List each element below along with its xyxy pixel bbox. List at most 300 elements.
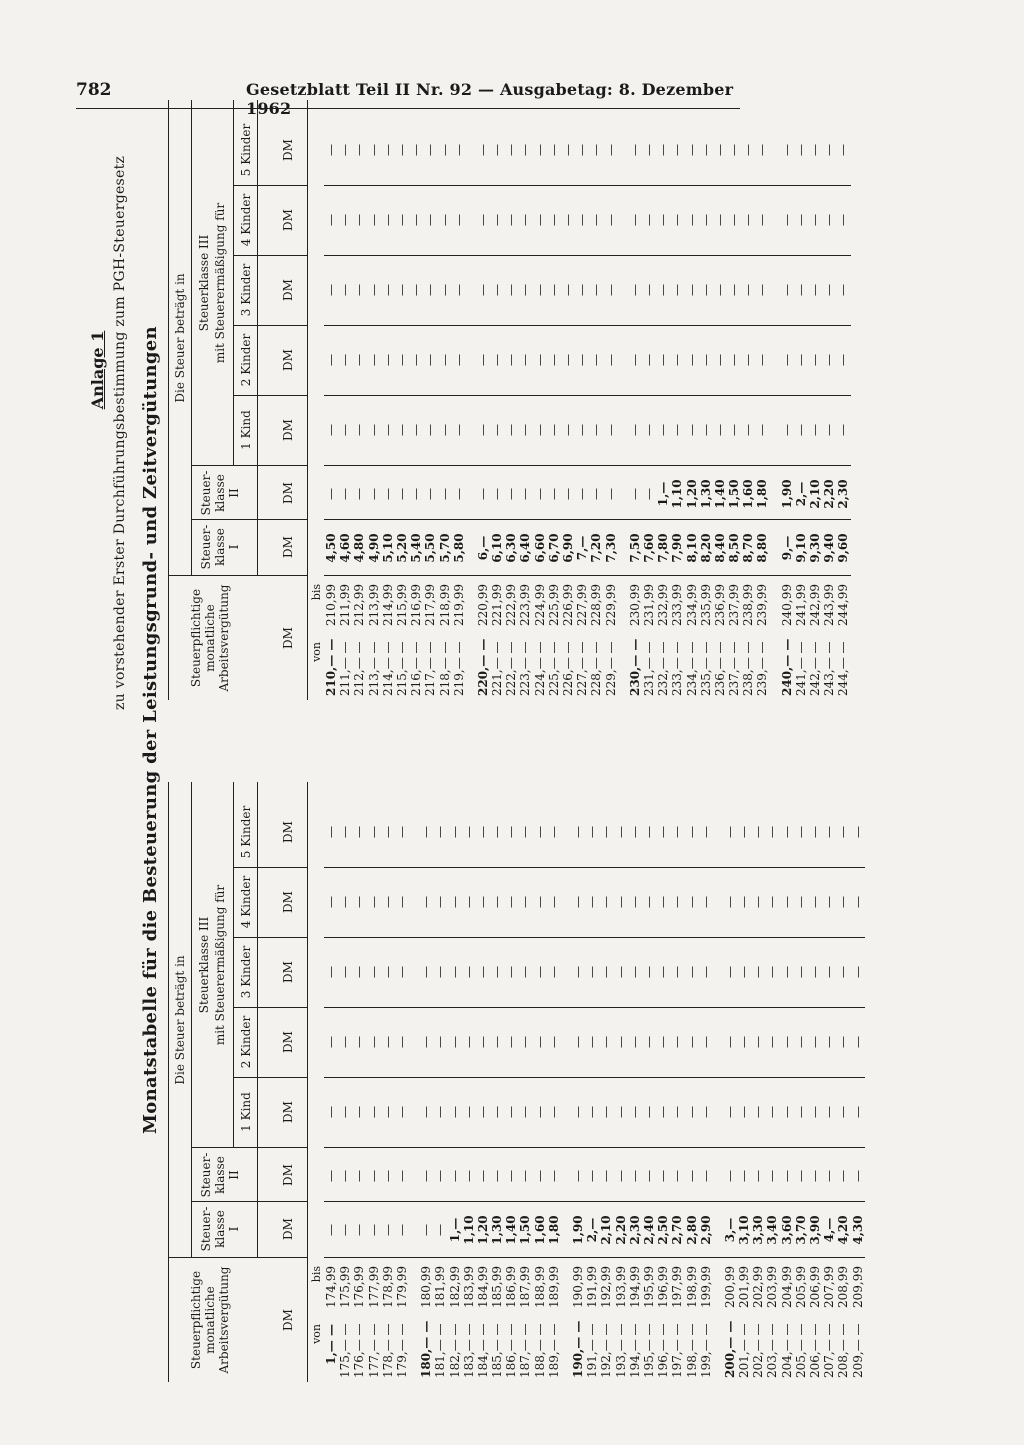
class3-children-3-tax: — [437, 284, 452, 296]
class2-tax: 2,20 [822, 479, 837, 509]
income-to: 235,99 [698, 584, 713, 626]
class3-children-2-tax: — [836, 354, 851, 366]
class2-tax: — [603, 488, 618, 500]
class3-children-3-tax: — [324, 966, 338, 978]
table-row [504, 782, 518, 1382]
income-from: 240,— — [779, 638, 794, 696]
class3-children-4-tax: — [585, 896, 600, 908]
income-from: 237,— — [727, 641, 742, 696]
bis-label: bis [310, 1266, 323, 1283]
class1-tax: 8,40 [712, 533, 727, 563]
class2-tax: — [518, 1170, 533, 1182]
class3-children-1-tax: — [822, 1106, 837, 1118]
class3-children-4-tax: — [532, 896, 547, 908]
class3-children-5-tax: — [779, 826, 794, 838]
income-to: 238,99 [741, 584, 756, 626]
class3-children-1-tax: — [394, 1106, 409, 1118]
class3-children-1-tax: — [575, 424, 590, 436]
header-rule [233, 1007, 307, 1008]
class1-tax: 6,60 [532, 533, 547, 563]
main-title: Monatstabelle für die Besteuerung der Leistungsgrund- und Zeitvergütungen [140, 326, 161, 1134]
income-from: 193,— — [613, 1323, 628, 1378]
class2-header-a: Steuer- [199, 470, 213, 516]
class2-tax: — [366, 488, 381, 500]
income-from: 227,— — [575, 641, 590, 696]
income-from: 206,— — [808, 1323, 822, 1378]
class2-tax: — [394, 1170, 409, 1182]
class3-children-4-tax: — [394, 896, 409, 908]
class2-tax: — [380, 488, 395, 500]
class3-children-5-tax: — [656, 144, 671, 156]
class2-tax: — [779, 1170, 794, 1182]
class3-children-3-tax: — [338, 284, 353, 296]
income-to: 200,99 [722, 1266, 737, 1308]
class3-children-2-tax: — [366, 1036, 381, 1048]
class3-children-4-tax: — [641, 214, 656, 226]
class2-tax: — [461, 1170, 476, 1182]
class3-children-3-tax: — [490, 966, 505, 978]
income-from: 177,— — [366, 1323, 381, 1378]
class3-children-3-tax: — [366, 284, 381, 296]
class3-children-5-tax: — [641, 144, 656, 156]
class3-children-4-tax: — [755, 214, 770, 226]
class3-children-1-tax: — [490, 1106, 505, 1118]
table-row [604, 100, 618, 700]
class3-children-5-tax: — [504, 826, 519, 838]
class1-tax: 2,80 [684, 1215, 699, 1245]
class3-children-5-tax: — [490, 826, 505, 838]
income-to: 174,99 [324, 1266, 338, 1308]
class3-children-1-tax: — [627, 424, 642, 436]
class3-children-4-tax: — [850, 896, 865, 908]
class3-children-5-tax: — [585, 826, 600, 838]
class3-children-3-tax: — [423, 284, 438, 296]
class3-children-3-tax: — [394, 284, 409, 296]
class1-tax: 3,30 [751, 1215, 766, 1245]
income-to: 243,99 [822, 584, 837, 626]
class3-children-4-tax: — [475, 896, 490, 908]
income-to: 225,99 [546, 584, 561, 626]
class1-tax: 5,20 [394, 533, 409, 563]
children-header-4: 4 Kinder [239, 875, 253, 929]
class3-children-5-tax: — [727, 144, 742, 156]
class3-children-4-tax: — [599, 896, 614, 908]
row-gap [713, 782, 723, 1382]
class2-tax: — [433, 1170, 448, 1182]
class3-children-3-tax: — [627, 966, 642, 978]
class3-children-1-tax: — [698, 1106, 713, 1118]
income-to: 197,99 [670, 1266, 685, 1308]
class3-children-2-tax: — [822, 1036, 837, 1048]
class3-children-5-tax: — [451, 144, 466, 156]
class1-tax: 2,30 [627, 1215, 642, 1245]
class3-children-4-tax: — [575, 214, 590, 226]
class3-children-4-tax: — [490, 896, 505, 908]
class2-tax: — [722, 1170, 737, 1182]
class2-tax: — [504, 488, 519, 500]
income-from: 220,— — [475, 638, 490, 696]
income-from: 202,— — [751, 1323, 766, 1378]
class1-tax: 5,40 [409, 533, 424, 563]
class3-children-4-tax: — [461, 896, 476, 908]
table-row [504, 100, 518, 700]
class1-tax: — [380, 1224, 395, 1236]
table-row [448, 782, 462, 1382]
income-from: 210,— — [324, 638, 338, 696]
income-to: 242,99 [808, 584, 822, 626]
class3-children-3-tax: — [613, 966, 628, 978]
class3-children-5-tax: — [475, 826, 490, 838]
class2-tax: — [684, 1170, 699, 1182]
class3-children-4-tax: — [419, 896, 434, 908]
income-from: 182,— — [447, 1323, 462, 1378]
income-from: 180,— — [419, 1320, 434, 1378]
income-to: 182,99 [447, 1266, 462, 1308]
class1-tax: — [352, 1224, 367, 1236]
class3-children-2-tax: — [409, 354, 424, 366]
class3-children-1-tax: — [627, 1106, 642, 1118]
class1-tax: 3,70 [793, 1215, 808, 1245]
class3-children-1-tax: — [808, 424, 822, 436]
class2-tax: — [751, 1170, 766, 1182]
class2-tax: — [656, 1170, 671, 1182]
table-row [656, 782, 670, 1382]
income-to: 222,99 [504, 584, 519, 626]
class3-children-3-tax: — [836, 284, 851, 296]
income-from: 225,— — [546, 641, 561, 696]
class3-children-1-tax: — [338, 424, 353, 436]
row-gap [770, 100, 780, 700]
class3-children-1-tax: — [475, 424, 490, 436]
bis-label: bis [310, 584, 323, 601]
class3-children-2-tax: — [338, 354, 353, 366]
class3-children-4-tax: — [546, 896, 561, 908]
class2-tax: 1,10 [670, 479, 685, 509]
class3-children-2-tax: — [546, 354, 561, 366]
class3-children-2-tax: — [352, 1036, 367, 1048]
class3-children-2-tax: — [765, 1036, 780, 1048]
class3-children-4-tax: — [518, 896, 533, 908]
class3-children-3-tax: — [324, 284, 338, 296]
class3-children-5-tax: — [670, 826, 685, 838]
class3-children-5-tax: — [571, 826, 585, 838]
income-to: 219,99 [451, 584, 466, 626]
class3-children-4-tax: — [490, 214, 505, 226]
table-row [352, 100, 366, 700]
class3-children-4-tax: — [447, 896, 462, 908]
class1-tax: 3,90 [808, 1215, 822, 1245]
table-body [324, 782, 865, 1382]
class3-children-4-tax: — [808, 214, 822, 226]
income-from: 222,— — [504, 641, 519, 696]
income-to: 194,99 [627, 1266, 642, 1308]
class2-tax: — [352, 488, 367, 500]
header-rule [233, 325, 307, 326]
class3-children-2-tax: — [722, 1036, 737, 1048]
income-from: 204,— — [779, 1323, 794, 1378]
class3-children-3-tax: — [571, 966, 585, 978]
table-row [585, 782, 599, 1382]
class3-children-1-tax: — [585, 1106, 600, 1118]
income-from: 223,— — [518, 641, 533, 696]
class3-children-3-tax: — [504, 284, 519, 296]
reduction-header: mit Steuerermäßigung für [213, 884, 227, 1046]
class1-tax: 1,30 [490, 1215, 505, 1245]
income-to: 229,99 [603, 584, 618, 626]
class3-children-4-tax: — [712, 214, 727, 226]
class3-header: Steuerklasse III [197, 234, 211, 332]
class2-tax: — [737, 1170, 752, 1182]
class3-children-2-tax: — [779, 354, 794, 366]
class2-tax: 2,10 [808, 479, 822, 509]
income-from: 208,— — [836, 1323, 851, 1378]
income-to: 181,99 [433, 1266, 448, 1308]
class3-children-1-tax: — [613, 1106, 628, 1118]
dm-label: DM [281, 961, 295, 983]
class3-children-1-tax: — [779, 424, 794, 436]
class3-children-3-tax: — [589, 284, 604, 296]
class2-tax: — [575, 488, 590, 500]
class3-children-1-tax: — [684, 1106, 699, 1118]
class1-tax: 4,— [822, 1217, 837, 1243]
class1-tax: 1,90 [571, 1215, 585, 1245]
class1-tax: 9,30 [808, 533, 822, 563]
class3-children-3-tax: — [755, 284, 770, 296]
income-to: 230,99 [627, 584, 642, 626]
class3-children-1-tax: — [475, 1106, 490, 1118]
table-row [808, 782, 822, 1382]
class3-children-3-tax: — [684, 284, 699, 296]
class3-children-2-tax: — [504, 354, 519, 366]
class3-children-4-tax: — [822, 214, 837, 226]
class3-children-5-tax: — [532, 144, 547, 156]
class1-header-c: I [227, 544, 241, 550]
class3-children-5-tax: — [338, 144, 353, 156]
class2-tax: — [561, 488, 575, 500]
income-to: 205,99 [793, 1266, 808, 1308]
class3-children-5-tax: — [822, 826, 837, 838]
dm-label: DM [281, 349, 295, 371]
class2-tax: — [437, 488, 452, 500]
income-to: 186,99 [504, 1266, 519, 1308]
table-row [324, 782, 338, 1382]
class3-children-5-tax: — [836, 144, 851, 156]
class2-tax: — [546, 488, 561, 500]
class2-tax: — [589, 488, 604, 500]
dm-label: DM [281, 209, 295, 231]
class2-tax: — [599, 1170, 614, 1182]
class1-tax: 1,80 [546, 1215, 561, 1245]
class2-tax: — [698, 1170, 713, 1182]
class2-tax: — [380, 1170, 395, 1182]
income-to: 209,99 [850, 1266, 865, 1308]
class1-tax: 2,70 [670, 1215, 685, 1245]
class3-children-5-tax: — [433, 826, 448, 838]
class1-tax: 5,80 [451, 533, 466, 563]
class3-children-4-tax: — [532, 214, 547, 226]
class3-children-4-tax: — [836, 214, 851, 226]
class3-children-3-tax: — [409, 284, 424, 296]
class2-tax: 1,— [656, 481, 671, 507]
von-label: von [310, 1324, 323, 1344]
class3-children-2-tax: — [380, 354, 395, 366]
income-to: 208,99 [836, 1266, 851, 1308]
class3-children-2-tax: — [613, 1036, 628, 1048]
class1-tax: 1,10 [461, 1215, 476, 1245]
class3-children-3-tax: — [585, 966, 600, 978]
class3-children-1-tax: — [451, 424, 466, 436]
class3-children-1-tax: — [670, 1106, 685, 1118]
income-from: 196,— — [656, 1323, 671, 1378]
table-row [409, 100, 423, 700]
class2-tax: 2,30 [836, 479, 851, 509]
class3-children-2-tax: — [779, 1036, 794, 1048]
class3-children-2-tax: — [808, 1036, 822, 1048]
income-to: 244,99 [836, 584, 851, 626]
class3-children-2-tax: — [656, 1036, 671, 1048]
class3-children-3-tax: — [765, 966, 780, 978]
class1-tax: 7,60 [641, 533, 656, 563]
class3-children-4-tax: — [409, 214, 424, 226]
class3-children-3-tax: — [670, 284, 685, 296]
class3-children-5-tax: — [366, 826, 381, 838]
class3-children-2-tax: — [433, 1036, 448, 1048]
header-rule [191, 519, 307, 520]
table-row [737, 782, 751, 1382]
class3-children-1-tax: — [532, 424, 547, 436]
class3-children-4-tax: — [324, 896, 338, 908]
class2-tax: — [451, 488, 466, 500]
class3-children-5-tax: — [575, 144, 590, 156]
class3-children-1-tax: — [409, 424, 424, 436]
class3-children-2-tax: — [641, 1036, 656, 1048]
class3-children-2-tax: — [670, 1036, 685, 1048]
class2-header-b: klasse [213, 1156, 227, 1194]
income-from: 224,— — [532, 641, 547, 696]
class3-children-4-tax: — [793, 214, 808, 226]
class2-tax: 1,20 [684, 479, 699, 509]
table-row [628, 100, 642, 700]
income-from: 194,— — [627, 1323, 642, 1378]
income-to: 240,99 [779, 584, 794, 626]
class3-children-5-tax: — [324, 826, 338, 838]
class3-children-1-tax: — [589, 424, 604, 436]
class3-children-3-tax: — [561, 284, 575, 296]
class3-children-1-tax: — [490, 424, 505, 436]
income-from: 190,— — [571, 1320, 585, 1378]
class3-children-5-tax: — [793, 144, 808, 156]
class3-children-1-tax: — [793, 1106, 808, 1118]
class3-children-1-tax: — [532, 1106, 547, 1118]
class3-children-3-tax: — [419, 966, 434, 978]
class2-tax: — [546, 1170, 561, 1182]
income-to: 204,99 [779, 1266, 794, 1308]
income-to: 232,99 [656, 584, 671, 626]
income-from: 209,— — [850, 1323, 865, 1378]
class1-tax: 5,50 [423, 533, 438, 563]
class1-tax: 4,50 [324, 533, 338, 563]
table-row [727, 100, 741, 700]
children-header-2: 2 Kinder [239, 333, 253, 387]
class1-tax: 6,— [475, 535, 490, 561]
class3-children-3-tax: — [779, 966, 794, 978]
class1-tax: 2,50 [656, 1215, 671, 1245]
table-row [755, 100, 769, 700]
class3-children-1-tax: — [394, 424, 409, 436]
table-row [713, 100, 727, 700]
class2-tax: 1,50 [727, 479, 742, 509]
class3-children-5-tax: — [808, 826, 822, 838]
class3-children-1-tax: — [461, 1106, 476, 1118]
income-to: 192,99 [599, 1266, 614, 1308]
class3-children-3-tax: — [698, 284, 713, 296]
class3-children-5-tax: — [599, 826, 614, 838]
class3-children-1-tax: — [504, 1106, 519, 1118]
class3-children-3-tax: — [546, 284, 561, 296]
reduction-header: mit Steuerermäßigung für [213, 202, 227, 364]
class3-children-3-tax: — [461, 966, 476, 978]
class2-header-c: II [227, 1170, 241, 1180]
header-rule [233, 395, 307, 396]
class3-children-3-tax: — [808, 284, 822, 296]
class3-children-5-tax: — [641, 826, 656, 838]
class3-children-4-tax: — [504, 214, 519, 226]
tax-table-left [168, 782, 865, 1382]
class3-children-1-tax: — [546, 424, 561, 436]
table-row [836, 782, 850, 1382]
class1-tax: 7,80 [656, 533, 671, 563]
class3-children-2-tax: — [575, 354, 590, 366]
income-to: 187,99 [518, 1266, 533, 1308]
income-to: 220,99 [475, 584, 490, 626]
class3-children-3-tax: — [546, 966, 561, 978]
income-from: 211,— — [338, 641, 353, 696]
class2-tax: — [338, 1170, 353, 1182]
table-row [808, 100, 822, 700]
class3-children-4-tax: — [380, 214, 395, 226]
class3-children-3-tax: — [793, 966, 808, 978]
table-row [452, 100, 466, 700]
class3-children-5-tax: — [755, 144, 770, 156]
class3-children-3-tax: — [670, 966, 685, 978]
income-dm-label: DM [281, 1309, 295, 1331]
class3-children-2-tax: — [627, 354, 642, 366]
children-header-3: 3 Kinder [239, 263, 253, 317]
class3-children-2-tax: — [603, 354, 618, 366]
income-from: 241,— — [793, 641, 808, 696]
class3-children-4-tax: — [808, 896, 822, 908]
header-rule [233, 255, 307, 256]
class3-children-1-tax: — [755, 424, 770, 436]
income-from: 201,— — [737, 1323, 752, 1378]
class3-children-4-tax: — [670, 214, 685, 226]
class3-children-3-tax: — [656, 284, 671, 296]
class3-children-3-tax: — [656, 966, 671, 978]
table-row [851, 782, 865, 1382]
dm-label: DM [281, 1031, 295, 1053]
class3-children-5-tax: — [380, 826, 395, 838]
table-row [699, 100, 713, 700]
class3-children-5-tax: — [409, 144, 424, 156]
table-row [685, 100, 699, 700]
table-row [794, 782, 808, 1382]
class2-tax: — [532, 488, 547, 500]
class3-children-2-tax: — [793, 1036, 808, 1048]
class3-children-2-tax: — [475, 1036, 490, 1048]
class1-tax: 8,20 [698, 533, 713, 563]
class2-tax: — [419, 1170, 434, 1182]
class1-tax: 9,10 [793, 533, 808, 563]
